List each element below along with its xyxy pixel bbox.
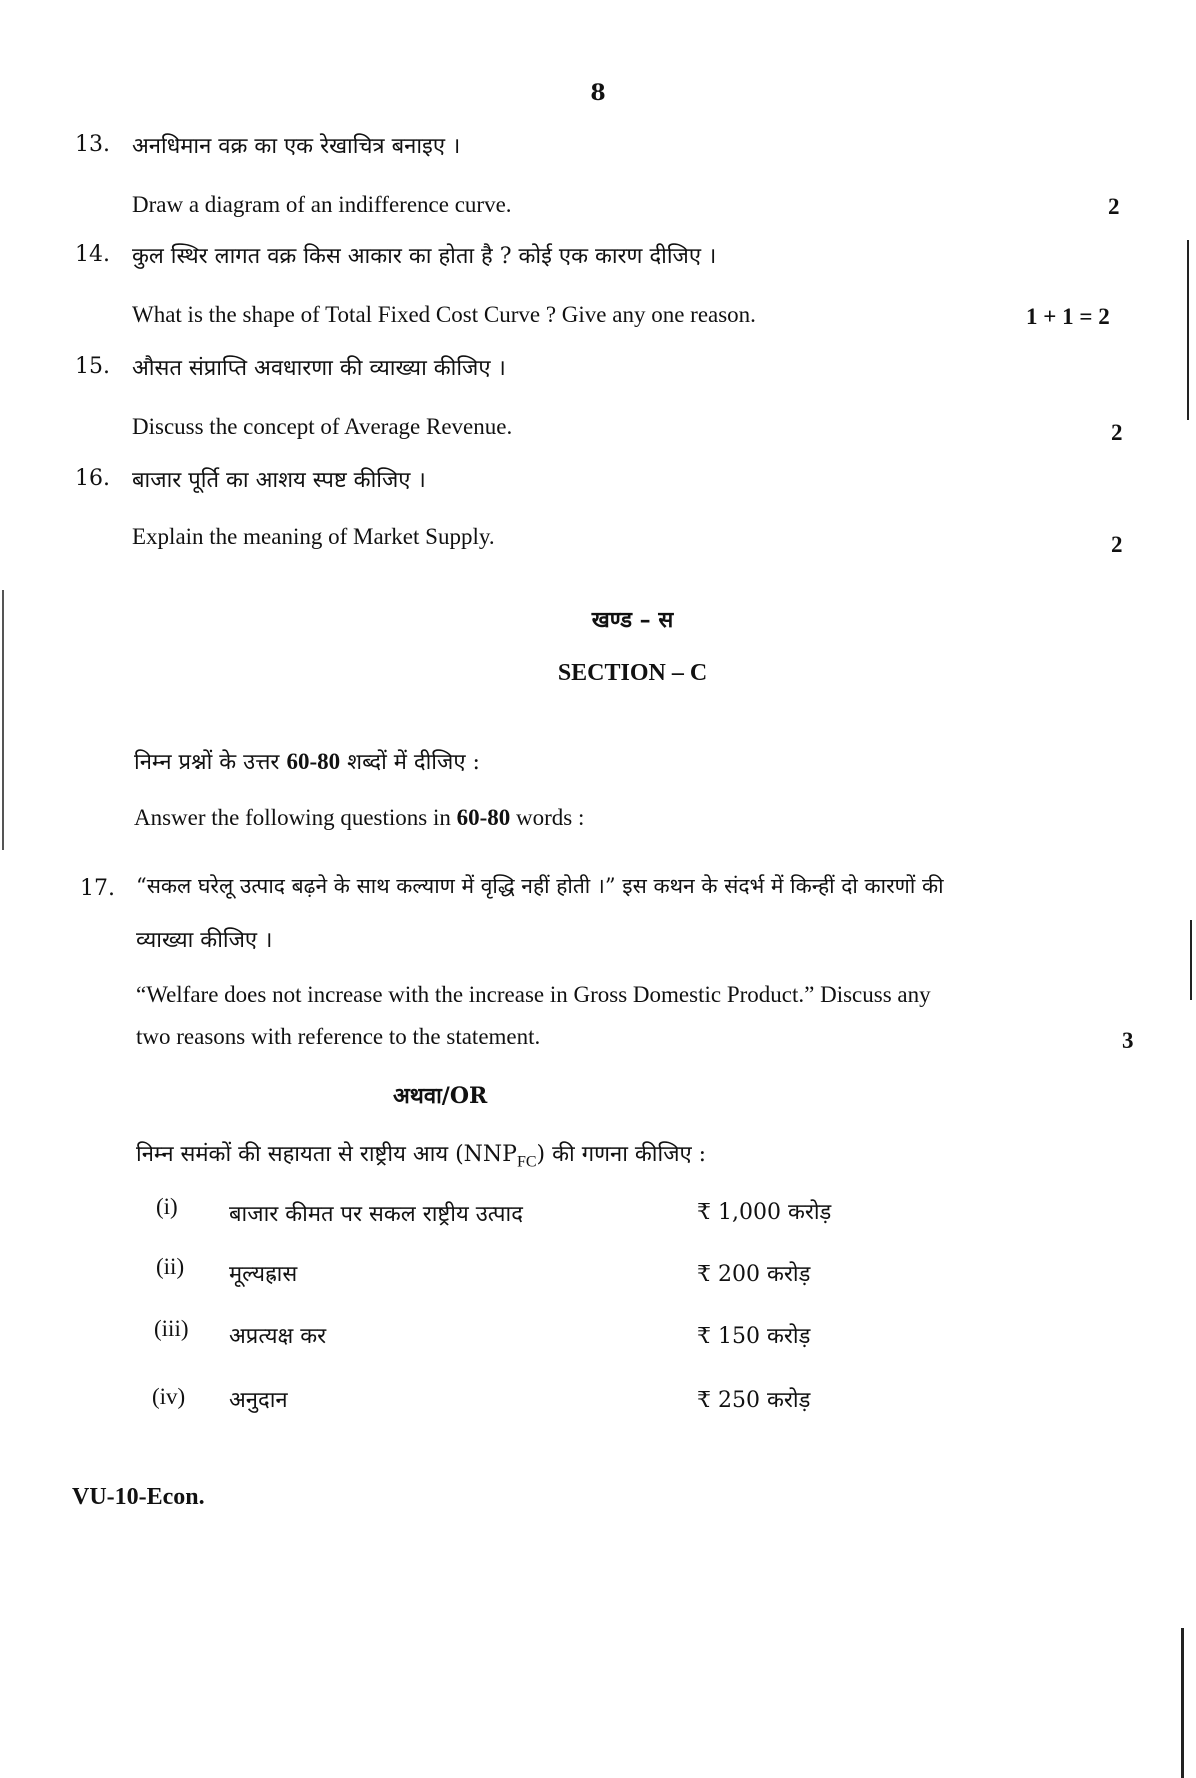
scan-edge-mark [1190,920,1192,1000]
question-14-marks: 1 + 1 = 2 [1026,304,1110,329]
item-label: (ii) [156,1254,185,1279]
question-17-english-line2: two reasons with reference to the statement. [136,1024,541,1049]
question-15-marks: 2 [1111,420,1123,445]
item-value: ₹ 1,000 करोड़ [697,1200,832,1225]
item-text: अनुदान [229,1388,288,1413]
question-17-english-line1: “Welfare does not increase with the increase in Gross Domestic Product.” Discuss any [136,982,931,1007]
item-value: ₹ 250 करोड़ [697,1388,811,1413]
item-label: (i) [156,1194,178,1219]
question-16-marks: 2 [1111,532,1123,557]
question-13-number: 13. [75,132,110,157]
instruction-english: Answer the following questions in 60-80 words : [134,805,585,830]
item-value: ₹ 200 करोड़ [697,1262,811,1287]
item-text: बाजार कीमत पर सकल राष्ट्रीय उत्पाद [229,1202,523,1227]
question-13-hindi: अनधिमान वक्र का एक रेखाचित्र बनाइए । [132,134,461,159]
question-15-hindi: औसत संप्राप्ति अवधारणा की व्याख्या कीजिए । [132,356,506,381]
question-13-marks: 2 [1108,194,1120,219]
paper-code: VU-10-Econ. [72,1484,205,1510]
question-15-number: 15. [75,354,110,379]
scan-edge-mark [1181,1628,1184,1778]
page-number: 8 [590,80,606,106]
section-heading-english: SECTION – C [557,660,708,686]
question-14-english: What is the shape of Total Fixed Cost Curve ? Give any one reason. [132,302,756,327]
item-label: (iii) [154,1316,189,1341]
question-17-marks: 3 [1122,1028,1134,1053]
scan-edge-mark [1187,240,1189,420]
item-label: (iv) [152,1384,186,1409]
question-16-number: 16. [75,466,110,491]
or-label: अथवा/OR [393,1083,488,1109]
section-heading-hindi: खण्ड – स [591,607,674,633]
question-17-hindi-line2: व्याख्या कीजिए । [136,928,273,953]
instruction-hindi: निम्न प्रश्नों के उत्तर 60-80 शब्दों में दीजिए : [134,749,480,775]
question-17-hindi-line1: “सकल घरेलू उत्पाद बढ़ने के साथ कल्याण में वृद्धि नहीं होती ।” इस कथन के संदर्भ में किन्हीं दो कारणों की [136,874,944,898]
question-17-number: 17. [80,876,115,901]
question-15-english: Discuss the concept of Average Revenue. [132,414,513,439]
question-14-hindi: कुल स्थिर लागत वक्र किस आकार का होता है ? कोई एक कारण दीजिए । [132,244,717,269]
question-13-english: Draw a diagram of an indifference curve. [132,192,512,217]
item-text: अप्रत्यक्ष कर [229,1324,327,1349]
question-16-hindi: बाजार पूर्ति का आशय स्पष्ट कीजिए । [132,468,426,493]
scan-edge-mark [2,590,4,850]
item-value: ₹ 150 करोड़ [697,1324,811,1349]
item-text: मूल्यह्रास [229,1262,298,1287]
question-14-number: 14. [75,242,110,267]
question-16-english: Explain the meaning of Market Supply. [132,524,495,549]
calculation-prompt: निम्न समंकों की सहायता से राष्ट्रीय आय $(NNP_{FC})$ की गणना कीजिए : [136,1142,707,1171]
